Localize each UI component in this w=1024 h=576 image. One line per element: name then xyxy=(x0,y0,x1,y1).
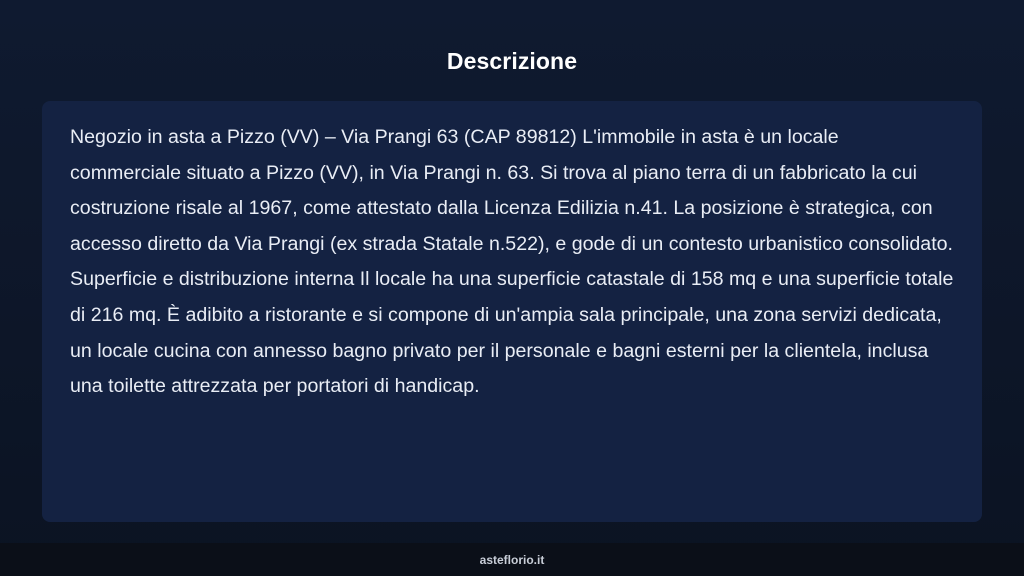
description-card xyxy=(42,101,982,522)
description-text: Negozio in asta a Pizzo (VV) – Via Prangi 63 (CAP 89812) L'immobile in asta è un locale commerciale situato a Pizzo (VV), in Via Prangi n. 63. Si trova al piano terra di un fabbricato la cui costruzione risale al 1967, come attestato dalla Licenza Edilizia n.41. La posizione è strategica, con accesso diretto da Via Prangi (ex strada Statale n.522), e gode di un contesto urbanistico consolidato. Superficie e distribuzione interna Il locale ha una superficie catastale di 158 mq e una superficie totale di 216 mq. È adibito a ristorante e si compone di un'ampia sala principale, una zona servizi dedicata, un locale cucina con annesso bagno privato per il personale e bagni esterni per la clientela, inclusa una toilette attrezzata per portatori di handicap. xyxy=(70,126,954,398)
page-title: Descrizione xyxy=(446,48,578,74)
footer-site-name: asteflorio.it xyxy=(479,553,545,567)
